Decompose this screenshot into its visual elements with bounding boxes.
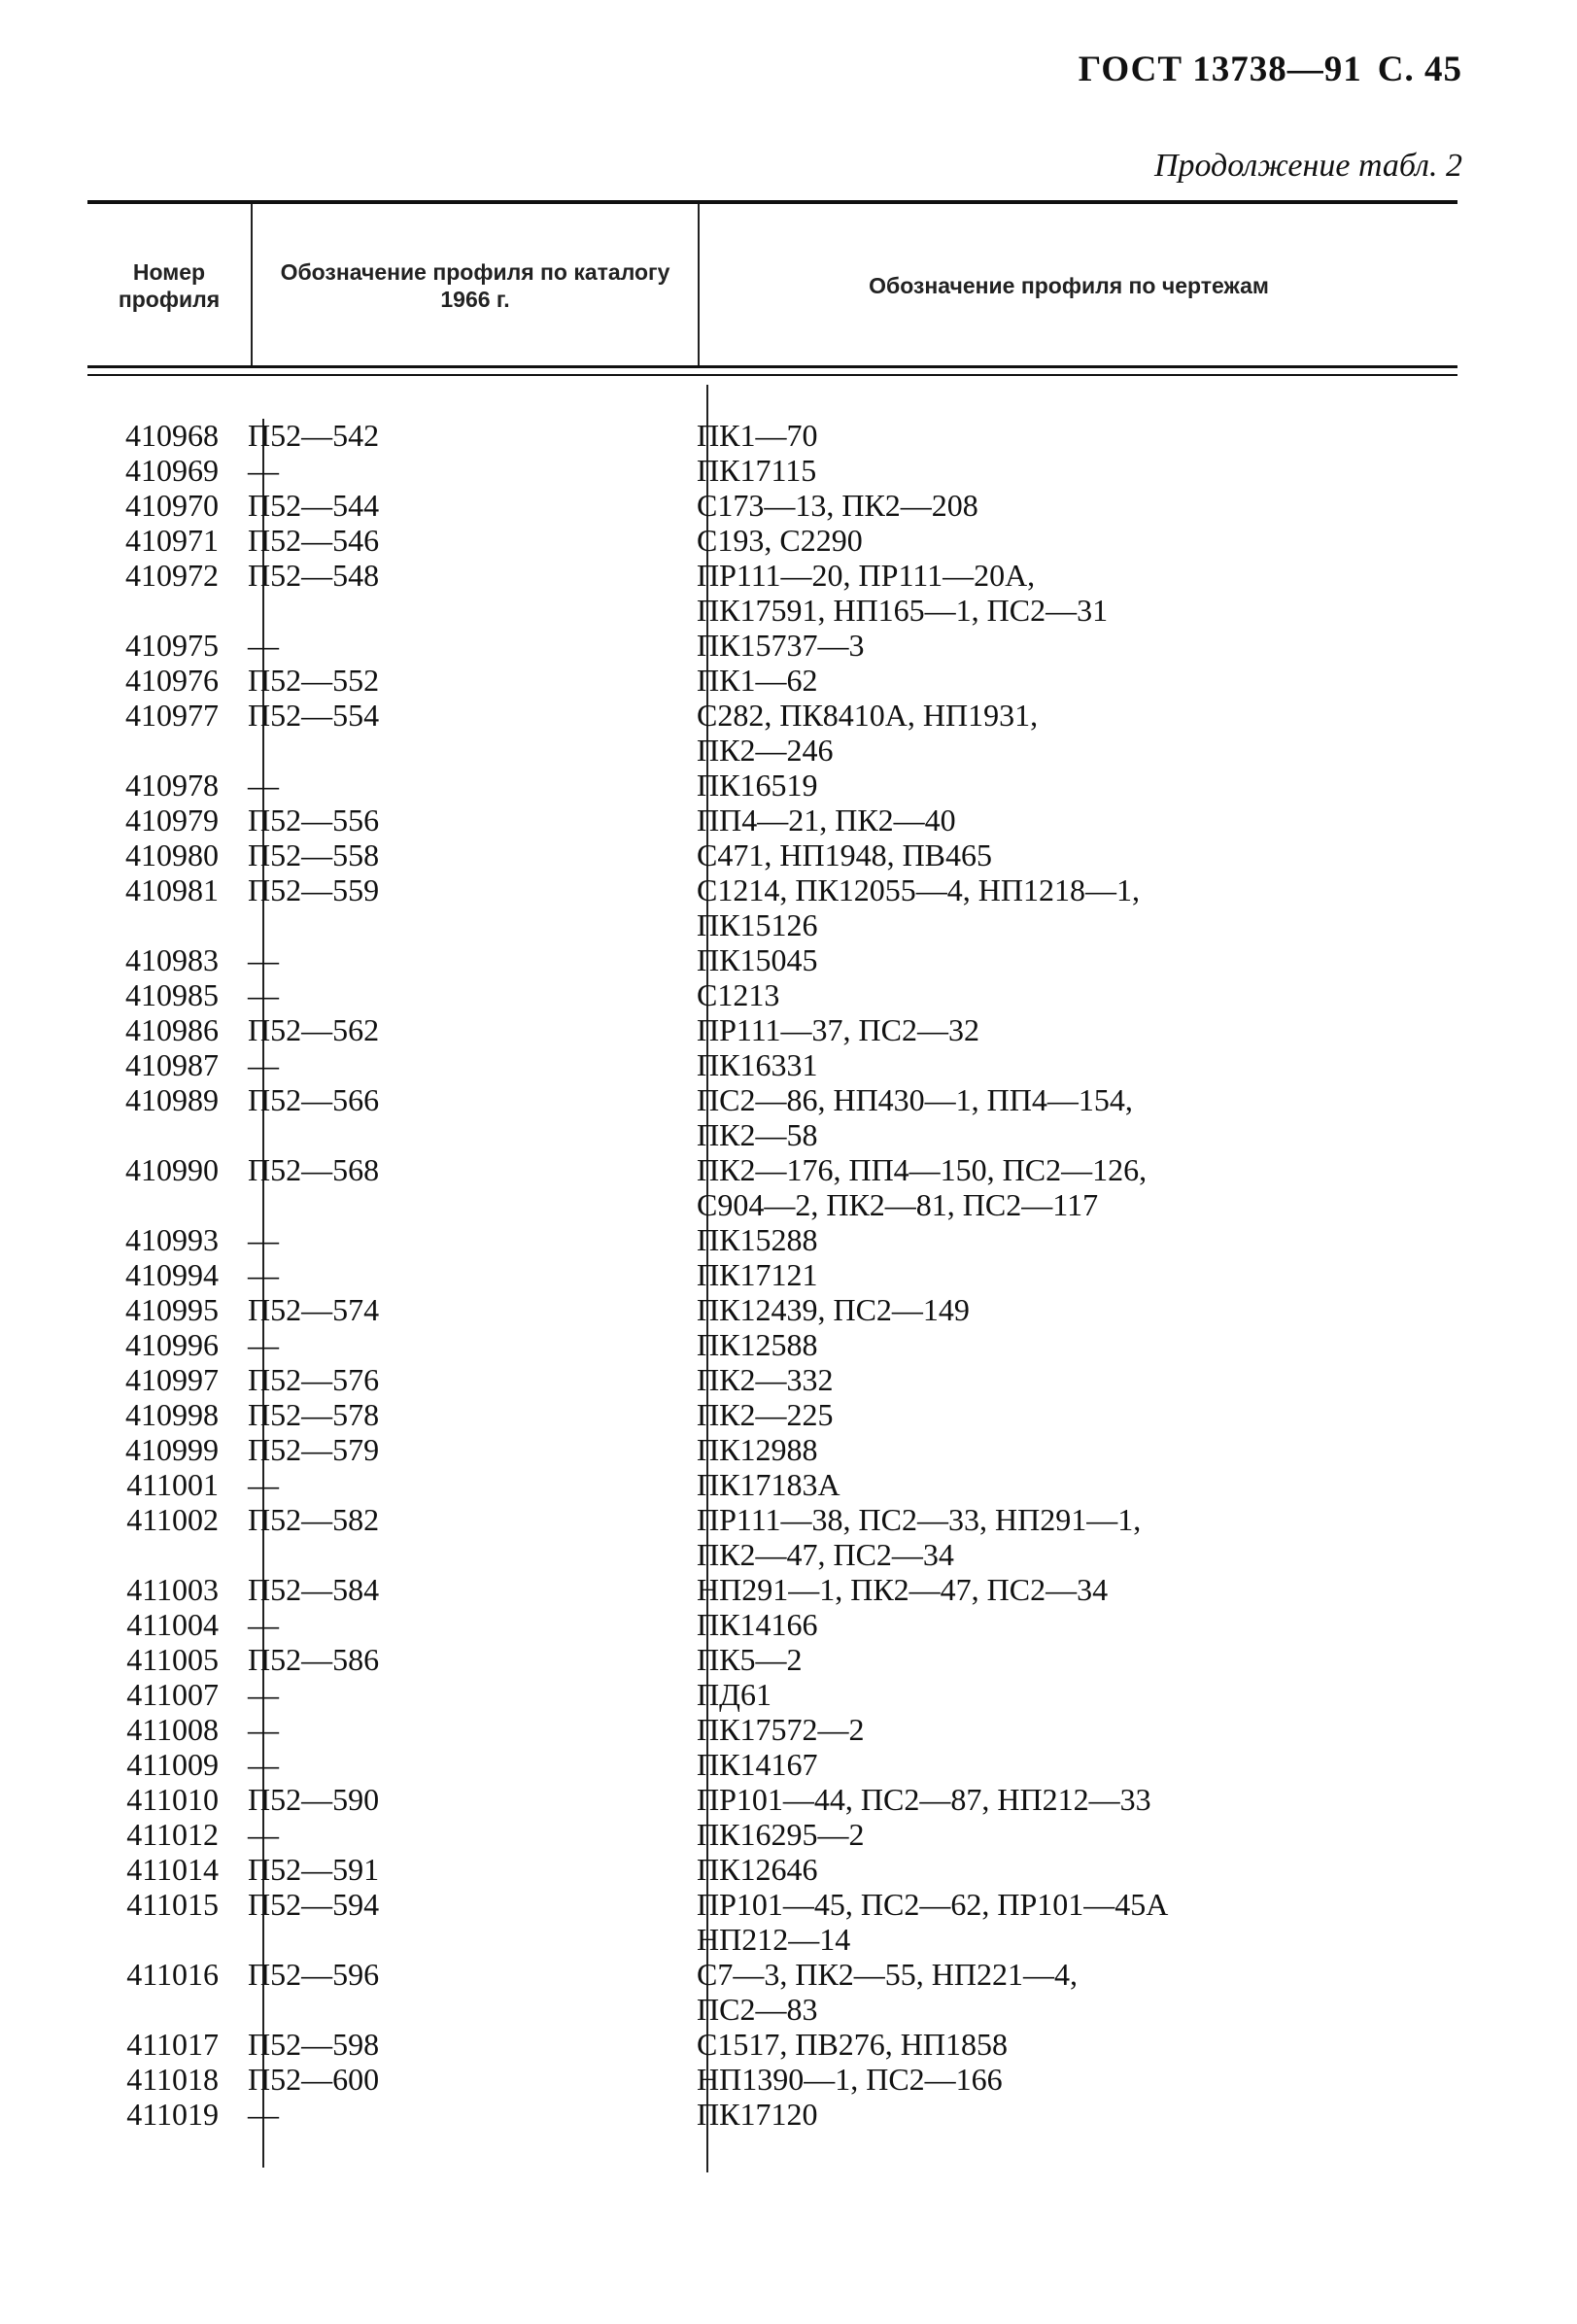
drawing-designation-cell xyxy=(687,1327,1457,1362)
profile-number-cell: 410972 xyxy=(125,558,219,593)
drawing-designation-line: ПД61 xyxy=(697,1677,771,1712)
drawing-designation-line: ПП4—21, ПК2—40 xyxy=(697,803,956,837)
drawing-designation-line: ПК2—332 xyxy=(697,1362,834,1397)
table-row xyxy=(87,1222,1457,1257)
drawing-designation-line: ПК2—225 xyxy=(697,1397,834,1432)
drawing-designation-line: ПР111—20, ПР111—20А, xyxy=(697,558,1036,593)
drawing-designation-cell xyxy=(687,2097,1457,2132)
drawing-designation-cell xyxy=(687,1642,1457,1677)
drawing-designation-cell xyxy=(687,837,1457,872)
catalog-designation-cell: П52—598 xyxy=(248,2027,380,2062)
table-row xyxy=(87,1292,1457,1327)
table-row xyxy=(87,837,1457,872)
drawing-designation-line: ПК12439, ПС2—149 xyxy=(697,1292,970,1327)
catalog-designation-cell: — xyxy=(248,942,279,977)
table-row xyxy=(87,1467,1457,1502)
profile-number-cell: 411016 xyxy=(126,1957,219,1992)
drawing-designation-cell xyxy=(687,768,1457,803)
page-number: С. 45 xyxy=(1377,50,1462,89)
table-continuation-label: Продолжение табл. 2 xyxy=(1153,148,1462,184)
table-top-rule xyxy=(87,200,1457,204)
catalog-designation-cell: П52—552 xyxy=(248,663,380,698)
drawing-designation-cell xyxy=(687,1047,1457,1082)
drawing-designation-line: ПК16331 xyxy=(697,1047,818,1082)
table-row xyxy=(87,1362,1457,1397)
catalog-designation-cell: П52—578 xyxy=(248,1397,380,1432)
profile-number-cell: 411015 xyxy=(126,1887,219,1922)
drawing-designation-cell xyxy=(687,1712,1457,1747)
table-row xyxy=(87,977,1457,1012)
drawing-designation-cell xyxy=(687,803,1457,837)
catalog-designation-cell: — xyxy=(248,1817,279,1852)
profile-number-cell: 411008 xyxy=(126,1712,219,1747)
catalog-designation-cell: П52—562 xyxy=(248,1012,380,1047)
drawing-designation-line: ПР101—44, ПС2—87, НП212—33 xyxy=(697,1782,1151,1817)
catalog-designation-cell: П52—590 xyxy=(248,1782,380,1817)
table-row xyxy=(87,1957,1457,2027)
drawing-designation-cell xyxy=(687,1152,1457,1222)
drawing-designation-cell xyxy=(687,2062,1457,2097)
header-bottom-rule xyxy=(87,365,1457,368)
drawing-designation-line: ПК17572—2 xyxy=(697,1712,865,1747)
table-row xyxy=(87,1432,1457,1467)
table-body xyxy=(87,418,1457,2132)
table-row xyxy=(87,453,1457,488)
catalog-designation-cell: П52—554 xyxy=(248,698,380,733)
drawing-designation-line: С1213 xyxy=(697,977,780,1012)
profile-number-cell: 410981 xyxy=(125,872,219,907)
profile-number-cell: 411018 xyxy=(126,2062,219,2097)
profile-number-cell: 410987 xyxy=(125,1047,219,1082)
catalog-designation-cell: П52—582 xyxy=(248,1502,380,1537)
profile-number-cell: 410968 xyxy=(125,418,219,453)
drawing-designation-cell xyxy=(687,1572,1457,1607)
drawing-designation-cell xyxy=(687,628,1457,663)
catalog-designation-cell: П52—558 xyxy=(248,837,380,872)
table-row xyxy=(87,2097,1457,2132)
drawing-designation-cell xyxy=(687,1432,1457,1467)
drawing-designation-line: ПК17115 xyxy=(697,453,817,488)
profile-number-cell: 410989 xyxy=(125,1082,219,1117)
drawing-designation-cell xyxy=(687,558,1457,628)
drawing-designation-line: ПК14166 xyxy=(697,1607,818,1642)
table-row xyxy=(87,1677,1457,1712)
drawing-designation-line: С1214, ПК12055—4, НП1218—1, xyxy=(697,872,1141,907)
profile-number-cell: 410979 xyxy=(125,803,219,837)
drawing-designation-cell xyxy=(687,488,1457,523)
drawing-designation-cell xyxy=(687,1817,1457,1852)
profile-number-cell: 410980 xyxy=(125,837,219,872)
table-row xyxy=(87,2062,1457,2097)
profile-number-cell: 410970 xyxy=(125,488,219,523)
profile-number-cell: 410998 xyxy=(125,1397,219,1432)
table-row xyxy=(87,558,1457,628)
drawing-designation-line: ПК2—58 xyxy=(697,1117,818,1152)
column-header-profile-number: Номер профиля xyxy=(118,259,221,312)
profile-number-cell: 411012 xyxy=(126,1817,219,1852)
drawing-designation-cell xyxy=(687,1082,1457,1152)
profile-number-cell: 411003 xyxy=(126,1572,219,1607)
table-row xyxy=(87,1852,1457,1887)
profile-number-cell: 411007 xyxy=(126,1677,219,1712)
catalog-designation-cell: — xyxy=(248,1327,279,1362)
drawing-designation-cell xyxy=(687,1362,1457,1397)
drawing-designation-cell xyxy=(687,453,1457,488)
column-header-catalog-designation: Обозначение профиля по каталогу 1966 г. xyxy=(280,259,670,312)
table-row xyxy=(87,1327,1457,1362)
profile-number-cell: 411001 xyxy=(126,1467,219,1502)
drawing-designation-cell xyxy=(687,872,1457,942)
table-row xyxy=(87,1012,1457,1047)
catalog-designation-cell: П52—579 xyxy=(248,1432,380,1467)
catalog-designation-cell: П52—542 xyxy=(248,418,380,453)
catalog-designation-cell: — xyxy=(248,1747,279,1782)
drawing-designation-line: ПК17183А xyxy=(697,1467,840,1502)
profile-number-cell: 410969 xyxy=(125,453,219,488)
drawing-designation-line: ПК15737—3 xyxy=(697,628,865,663)
table-row xyxy=(87,768,1457,803)
drawing-designation-cell xyxy=(687,1887,1457,1957)
drawing-designation-line: ПС2—86, НП430—1, ПП4—154, xyxy=(697,1082,1133,1117)
drawing-designation-line: С193, С2290 xyxy=(697,523,863,558)
drawing-designation-line: ПК12988 xyxy=(697,1432,818,1467)
table-row xyxy=(87,1502,1457,1572)
drawing-designation-line: С282, ПК8410А, НП1931, xyxy=(697,698,1039,733)
drawing-designation-line: ПР111—38, ПС2—33, НП291—1, xyxy=(697,1502,1142,1537)
table-row xyxy=(87,942,1457,977)
catalog-designation-cell: П52—568 xyxy=(248,1152,380,1187)
profile-number-cell: 411010 xyxy=(126,1782,219,1817)
profile-number-cell: 411017 xyxy=(126,2027,219,2062)
drawing-designation-cell xyxy=(687,1397,1457,1432)
profile-number-cell: 410993 xyxy=(125,1222,219,1257)
catalog-designation-cell: — xyxy=(248,1607,279,1642)
table-row xyxy=(87,1082,1457,1152)
catalog-designation-cell: П52—576 xyxy=(248,1362,380,1397)
catalog-designation-cell: П52—584 xyxy=(248,1572,380,1607)
catalog-designation-cell: — xyxy=(248,977,279,1012)
catalog-designation-cell: П52—594 xyxy=(248,1887,380,1922)
drawing-designation-cell xyxy=(687,1852,1457,1887)
profile-number-cell: 410983 xyxy=(125,942,219,977)
drawing-designation-cell xyxy=(687,2027,1457,2062)
drawing-designation-cell xyxy=(687,1257,1457,1292)
drawing-designation-cell xyxy=(687,1677,1457,1712)
drawing-designation-line: ПК2—176, ПП4—150, ПС2—126, xyxy=(697,1152,1148,1187)
profile-number-cell: 410999 xyxy=(125,1432,219,1467)
drawing-designation-line: ПК16519 xyxy=(697,768,818,803)
catalog-designation-cell: П52—548 xyxy=(248,558,380,593)
profile-number-cell: 411004 xyxy=(126,1607,219,1642)
catalog-designation-cell: — xyxy=(248,1047,279,1082)
profile-number-cell: 410985 xyxy=(125,977,219,1012)
table-row xyxy=(87,803,1457,837)
catalog-designation-cell: П52—544 xyxy=(248,488,380,523)
table-row xyxy=(87,1152,1457,1222)
drawing-designation-line: ПР101—45, ПС2—62, ПР101—45А xyxy=(697,1887,1169,1922)
table-row xyxy=(87,523,1457,558)
catalog-designation-cell: П52—591 xyxy=(248,1852,380,1887)
catalog-designation-cell: П52—574 xyxy=(248,1292,380,1327)
drawing-designation-line: ПК1—62 xyxy=(697,663,818,698)
drawing-designation-line: ПК12588 xyxy=(697,1327,818,1362)
catalog-designation-cell: П52—586 xyxy=(248,1642,380,1677)
table-row xyxy=(87,488,1457,523)
drawing-designation-line: ПК15288 xyxy=(697,1222,818,1257)
standard-number: ГОСТ 13738—91 xyxy=(1078,50,1362,89)
table-row xyxy=(87,1782,1457,1817)
drawing-designation-cell xyxy=(687,977,1457,1012)
table-row xyxy=(87,698,1457,768)
drawing-designation-line: ПК17121 xyxy=(697,1257,818,1292)
profile-number-cell: 410976 xyxy=(125,663,219,698)
catalog-designation-cell: П52—566 xyxy=(248,1082,380,1117)
catalog-designation-cell: — xyxy=(248,1677,279,1712)
drawing-designation-cell xyxy=(687,1747,1457,1782)
catalog-designation-cell: П52—596 xyxy=(248,1957,380,1992)
table-row xyxy=(87,1887,1457,1957)
table-row xyxy=(87,2027,1457,2062)
table-row xyxy=(87,663,1457,698)
table-row xyxy=(87,1572,1457,1607)
profile-number-cell: 410994 xyxy=(125,1257,219,1292)
drawing-designation-cell xyxy=(687,1467,1457,1502)
drawing-designation-line: ПК15045 xyxy=(697,942,818,977)
profile-number-cell: 410995 xyxy=(125,1292,219,1327)
drawing-designation-line: ПК12646 xyxy=(697,1852,818,1887)
drawing-designation-cell xyxy=(687,942,1457,977)
header-bottom-rule xyxy=(87,374,1457,376)
table-row xyxy=(87,1397,1457,1432)
drawing-designation-cell xyxy=(687,523,1457,558)
catalog-designation-cell: — xyxy=(248,1467,279,1502)
catalog-designation-cell: — xyxy=(248,1712,279,1747)
table-row xyxy=(87,872,1457,942)
drawing-designation-line: ПК17591, НП165—1, ПС2—31 xyxy=(697,593,1109,628)
profile-number-cell: 410978 xyxy=(125,768,219,803)
profile-number-cell: 410990 xyxy=(125,1152,219,1187)
catalog-designation-cell: — xyxy=(248,453,279,488)
drawing-designation-line: С1517, ПВ276, НП1858 xyxy=(697,2027,1009,2062)
drawing-designation-line: ПК2—246 xyxy=(697,733,834,768)
table-row xyxy=(87,628,1457,663)
drawing-designation-line: НП212—14 xyxy=(697,1922,851,1957)
drawing-designation-cell xyxy=(687,698,1457,768)
drawing-designation-cell xyxy=(687,1782,1457,1817)
profile-number-cell: 410996 xyxy=(125,1327,219,1362)
drawing-designation-line: ПК15126 xyxy=(697,907,818,942)
profile-number-cell: 410986 xyxy=(125,1012,219,1047)
drawing-designation-line: С7—3, ПК2—55, НП221—4, xyxy=(697,1957,1079,1992)
profile-number-cell: 411005 xyxy=(126,1642,219,1677)
drawing-designation-cell xyxy=(687,1012,1457,1047)
column-header-drawing-designation: Обозначение профиля по чертежам xyxy=(869,273,1269,298)
drawing-designation-line: ПС2—83 xyxy=(697,1992,818,2027)
profile-number-cell: 410997 xyxy=(125,1362,219,1397)
drawing-designation-line: С471, НП1948, ПВ465 xyxy=(697,837,993,872)
table-row xyxy=(87,1817,1457,1852)
profile-number-cell: 411014 xyxy=(126,1852,219,1887)
catalog-designation-cell: П52—556 xyxy=(248,803,380,837)
catalog-designation-cell: П52—559 xyxy=(248,872,380,907)
profile-number-cell: 410971 xyxy=(125,523,219,558)
drawing-designation-cell xyxy=(687,418,1457,453)
catalog-designation-cell: — xyxy=(248,2097,279,2132)
catalog-designation-cell: — xyxy=(248,768,279,803)
drawing-designation-line: ПК1—70 xyxy=(697,418,818,453)
catalog-designation-cell: — xyxy=(248,1257,279,1292)
drawing-designation-line: ПК16295—2 xyxy=(697,1817,865,1852)
drawing-designation-line: ПК2—47, ПС2—34 xyxy=(697,1537,954,1572)
catalog-designation-cell: — xyxy=(248,628,279,663)
drawing-designation-cell xyxy=(687,1222,1457,1257)
drawing-designation-line: ПК14167 xyxy=(697,1747,818,1782)
profile-number-cell: 411002 xyxy=(126,1502,219,1537)
drawing-designation-line: С173—13, ПК2—208 xyxy=(697,488,978,523)
catalog-designation-cell: П52—600 xyxy=(248,2062,380,2097)
page-header xyxy=(1079,49,1462,90)
profile-number-cell: 411009 xyxy=(126,1747,219,1782)
drawing-designation-cell xyxy=(687,1957,1457,2027)
drawing-designation-cell xyxy=(687,663,1457,698)
table-row xyxy=(87,1607,1457,1642)
profile-number-cell: 411019 xyxy=(126,2097,219,2132)
drawing-designation-line: ПК5—2 xyxy=(697,1642,803,1677)
drawing-designation-cell xyxy=(687,1502,1457,1572)
table-row xyxy=(87,418,1457,453)
drawing-designation-line: ПК17120 xyxy=(697,2097,818,2132)
table-row xyxy=(87,1747,1457,1782)
drawing-designation-cell xyxy=(687,1607,1457,1642)
table-row xyxy=(87,1047,1457,1082)
table-row xyxy=(87,1712,1457,1747)
drawing-designation-cell xyxy=(687,1292,1457,1327)
drawing-designation-line: С904—2, ПК2—81, ПС2—117 xyxy=(697,1187,1099,1222)
table-row xyxy=(87,1257,1457,1292)
drawing-designation-line: НП1390—1, ПС2—166 xyxy=(697,2062,1003,2097)
drawing-designation-line: НП291—1, ПК2—47, ПС2—34 xyxy=(697,1572,1109,1607)
catalog-designation-cell: — xyxy=(248,1222,279,1257)
drawing-designation-line: ПР111—37, ПС2—32 xyxy=(697,1012,979,1047)
catalog-designation-cell: П52—546 xyxy=(248,523,380,558)
table-row xyxy=(87,1642,1457,1677)
profile-number-cell: 410977 xyxy=(125,698,219,733)
profile-number-cell: 410975 xyxy=(125,628,219,663)
column-divider xyxy=(698,204,700,365)
